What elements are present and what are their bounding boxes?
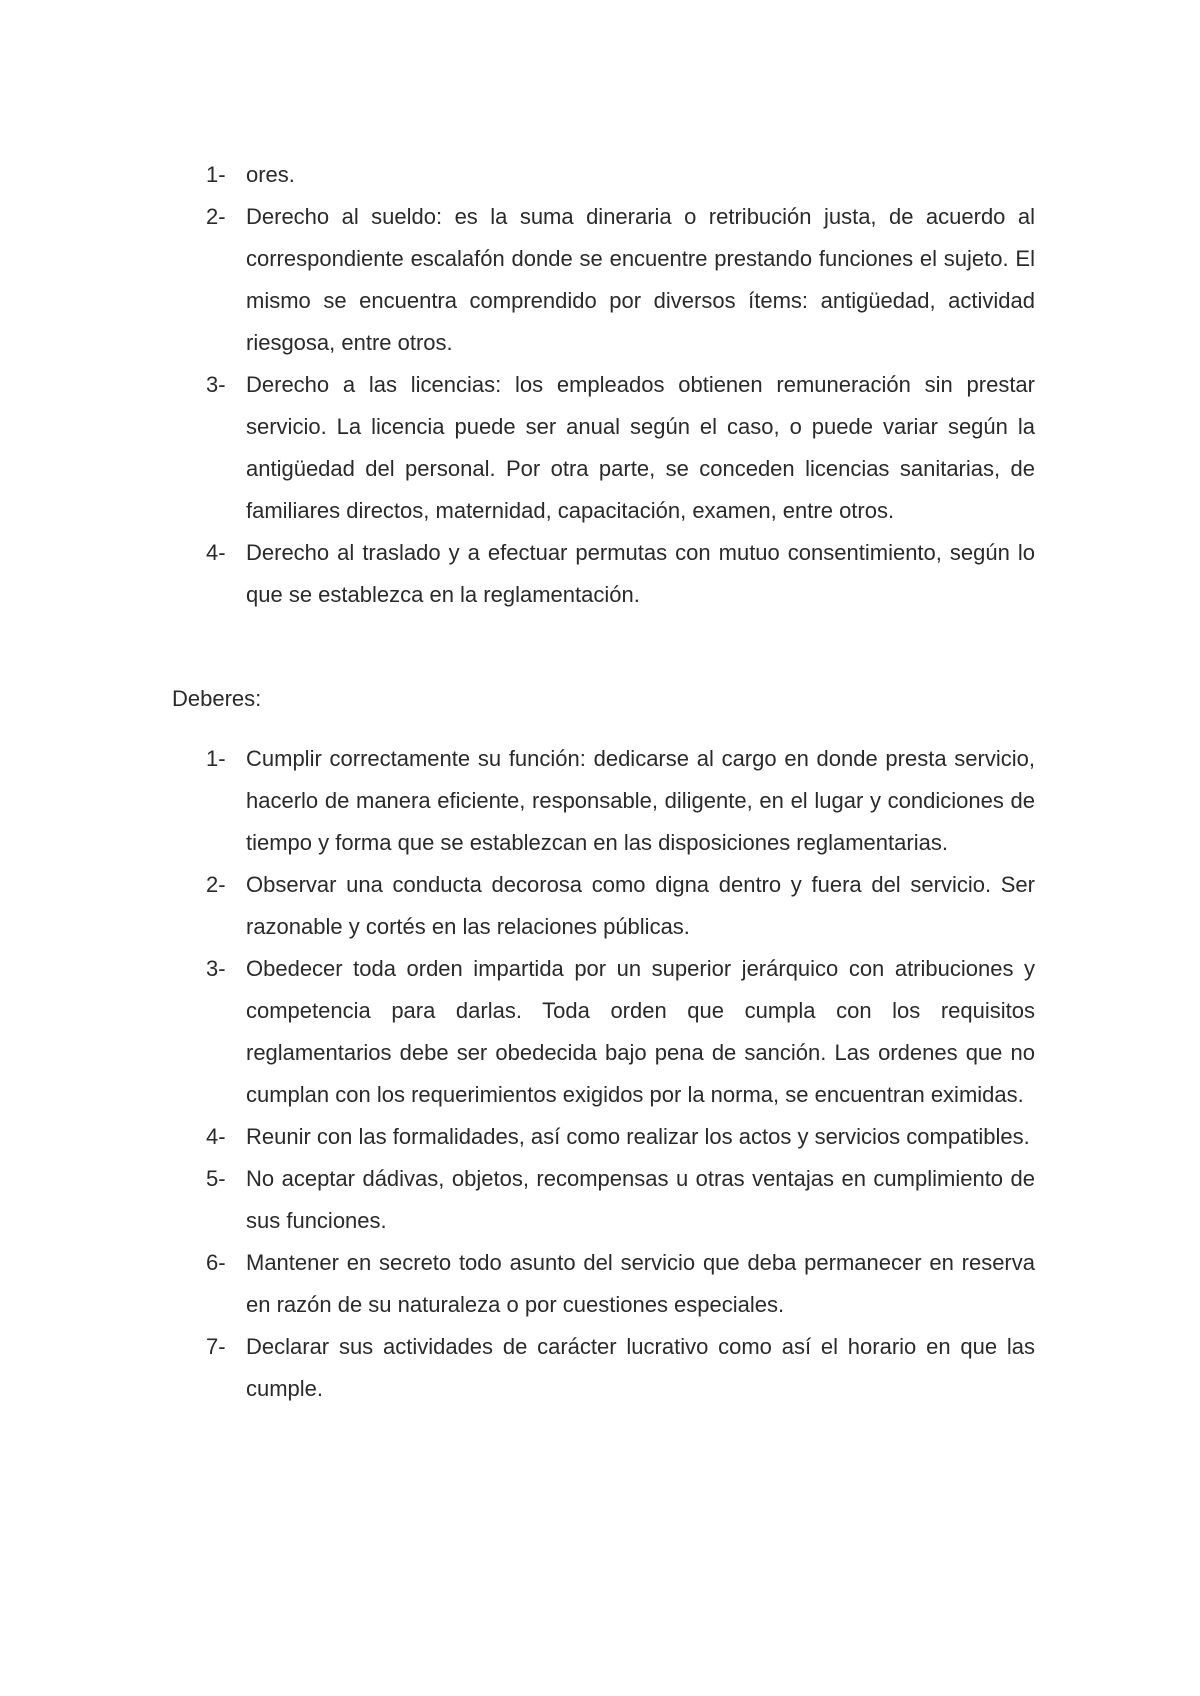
list-item bbox=[206, 532, 1035, 616]
list-item bbox=[206, 1158, 1035, 1242]
item-number: 2- bbox=[206, 204, 226, 229]
item-text: Derecho al traslado y a efectuar permutas con mutuo consentimiento, según lo que se establezca en la reglamentación. bbox=[246, 540, 1035, 607]
list-item bbox=[206, 196, 1035, 364]
item-text: Derecho a las licencias: los empleados obtienen remuneración sin prestar servicio. La licencia puede ser anual según el caso, o puede variar según la antigüedad del personal. Por otra parte, se conceden licencias sanitarias, de familiares directos, maternidad, capacitación, examen, entre otros. bbox=[246, 372, 1035, 523]
item-number: 1- bbox=[206, 746, 226, 771]
item-number: 4- bbox=[206, 1124, 226, 1149]
item-number: 1- bbox=[206, 162, 226, 187]
list-item bbox=[206, 364, 1035, 532]
list-item bbox=[206, 948, 1035, 1116]
list-item bbox=[206, 154, 1035, 196]
item-number: 3- bbox=[206, 956, 226, 981]
item-text: Cumplir correctamente su función: dedicarse al cargo en donde presta servicio, hacerlo de manera eficiente, responsable, diligente, en el lugar y condiciones de tiempo y forma que se establezcan en las disposiciones reglamentarias. bbox=[246, 746, 1035, 855]
item-text: Reunir con las formalidades, así como realizar los actos y servicios compatibles. bbox=[246, 1124, 1030, 1149]
item-text: ores. bbox=[246, 162, 295, 187]
item-number: 4- bbox=[206, 540, 226, 565]
item-text: No aceptar dádivas, objetos, recompensas u otras ventajas en cumplimiento de sus funciones. bbox=[246, 1166, 1035, 1233]
item-number: 7- bbox=[206, 1334, 226, 1359]
deberes-list bbox=[206, 738, 1035, 1410]
item-number: 2- bbox=[206, 872, 226, 897]
list-item bbox=[206, 864, 1035, 948]
item-text: Declarar sus actividades de carácter lucrativo como así el horario en que las cumple. bbox=[246, 1334, 1035, 1401]
item-text: Observar una conducta decorosa como digna dentro y fuera del servicio. Ser razonable y cortés en las relaciones públicas. bbox=[246, 872, 1035, 939]
item-text: Derecho al sueldo: es la suma dineraria o retribución justa, de acuerdo al correspondiente escalafón donde se encuentre prestando funciones el sujeto. El mismo se encuentra comprendido por diversos ítems: antigüedad, actividad riesgosa, entre otros. bbox=[246, 204, 1035, 355]
item-number: 3- bbox=[206, 372, 226, 397]
item-text: Obedecer toda orden impartida por un superior jerárquico con atribuciones y competencia para darlas. Toda orden que cumpla con los requisitos reglamentarios debe ser obedecida bajo pena de sanción. Las ordenes que no cumplan con los requerimientos exigidos por la norma, se encuentran eximidas. bbox=[246, 956, 1035, 1107]
item-number: 6- bbox=[206, 1250, 226, 1275]
list-item bbox=[206, 1116, 1035, 1158]
list-item bbox=[206, 1242, 1035, 1326]
item-number: 5- bbox=[206, 1166, 226, 1191]
section-heading-deberes: Deberes: bbox=[172, 686, 262, 711]
list-item bbox=[206, 738, 1035, 864]
list-item bbox=[206, 1326, 1035, 1410]
item-text: Mantener en secreto todo asunto del servicio que deba permanecer en reserva en razón de su naturaleza o por cuestiones especiales. bbox=[246, 1250, 1035, 1317]
derechos-list bbox=[206, 154, 1035, 616]
